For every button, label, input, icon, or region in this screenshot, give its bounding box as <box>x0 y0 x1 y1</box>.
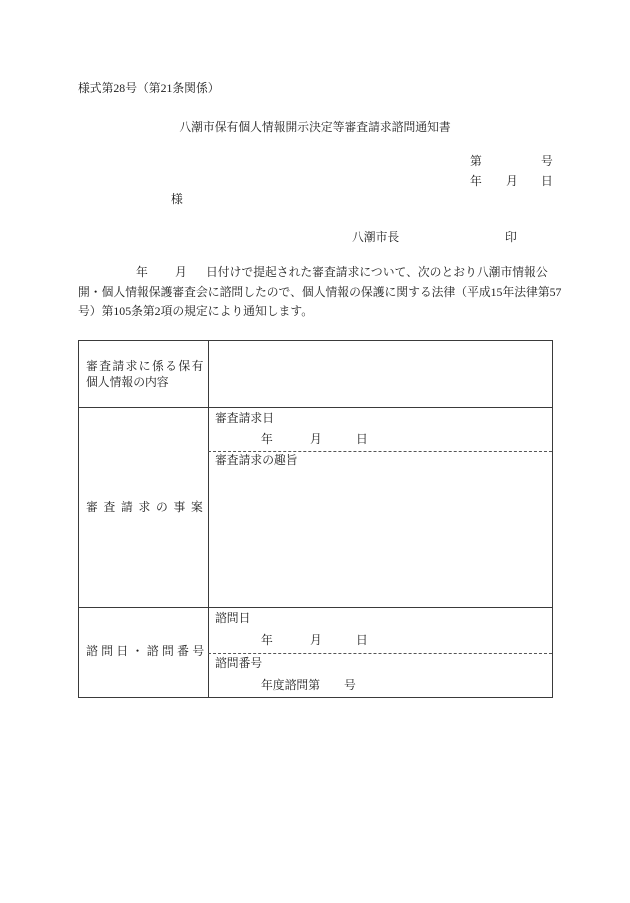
row-divider <box>78 607 552 608</box>
consultation-number-suffix: 号 <box>344 678 356 692</box>
seal-mark: 印 <box>505 230 517 244</box>
information-label-line-1: 審査請求に係る保有 <box>86 359 205 373</box>
dashed-divider <box>208 653 552 654</box>
form-number: 様式第28号（第21条関係） <box>78 81 220 95</box>
consultation-label: 諮問日・諮問番号 <box>86 644 208 658</box>
consultation-date-day: 日 <box>356 633 368 647</box>
document-number-suffix: 号 <box>541 154 553 168</box>
body-line-2: 開・個人情報保護審査会に諮問したので、個人情報の保護に関する法律（平成15年法律第57 <box>78 285 562 299</box>
purpose-label: 審査請求の趣旨 <box>215 453 298 467</box>
consultation-date-year: 年 <box>261 633 273 647</box>
body-date-month: 月 <box>175 265 187 279</box>
request-date-day: 日 <box>356 432 368 446</box>
consultation-number-prefix: 年度諮問第 <box>261 678 320 692</box>
document-title: 八潮市保有個人情報開示決定等審査請求諮問通知書 <box>179 120 451 134</box>
consultation-number-label: 諮問番号 <box>215 656 263 670</box>
request-date-month: 月 <box>310 432 322 446</box>
body-line-1: 日付けで提起された審査請求について、次のとおり八潮市情報公 <box>206 265 548 279</box>
addressee-honorific: 様 <box>171 192 183 206</box>
issue-date-month: 月 <box>506 174 518 188</box>
request-date-year: 年 <box>261 432 273 446</box>
consultation-date-month: 月 <box>310 633 322 647</box>
request-date-label: 審査請求日 <box>215 411 274 425</box>
information-label-line-2: 個人情報の内容 <box>86 375 169 389</box>
body-date-year: 年 <box>136 265 148 279</box>
body-line-3: 号）第105条第2項の規定により通知します。 <box>78 304 313 318</box>
sender-title: 八潮市長 <box>352 230 400 244</box>
document-number-prefix: 第 <box>470 154 482 168</box>
issue-date-year: 年 <box>470 174 482 188</box>
issue-date-day: 日 <box>541 174 553 188</box>
row-divider <box>78 407 552 408</box>
case-label: 審査請求の事案 <box>86 500 209 514</box>
column-divider <box>208 340 209 697</box>
consultation-date-label: 諮問日 <box>215 611 251 625</box>
